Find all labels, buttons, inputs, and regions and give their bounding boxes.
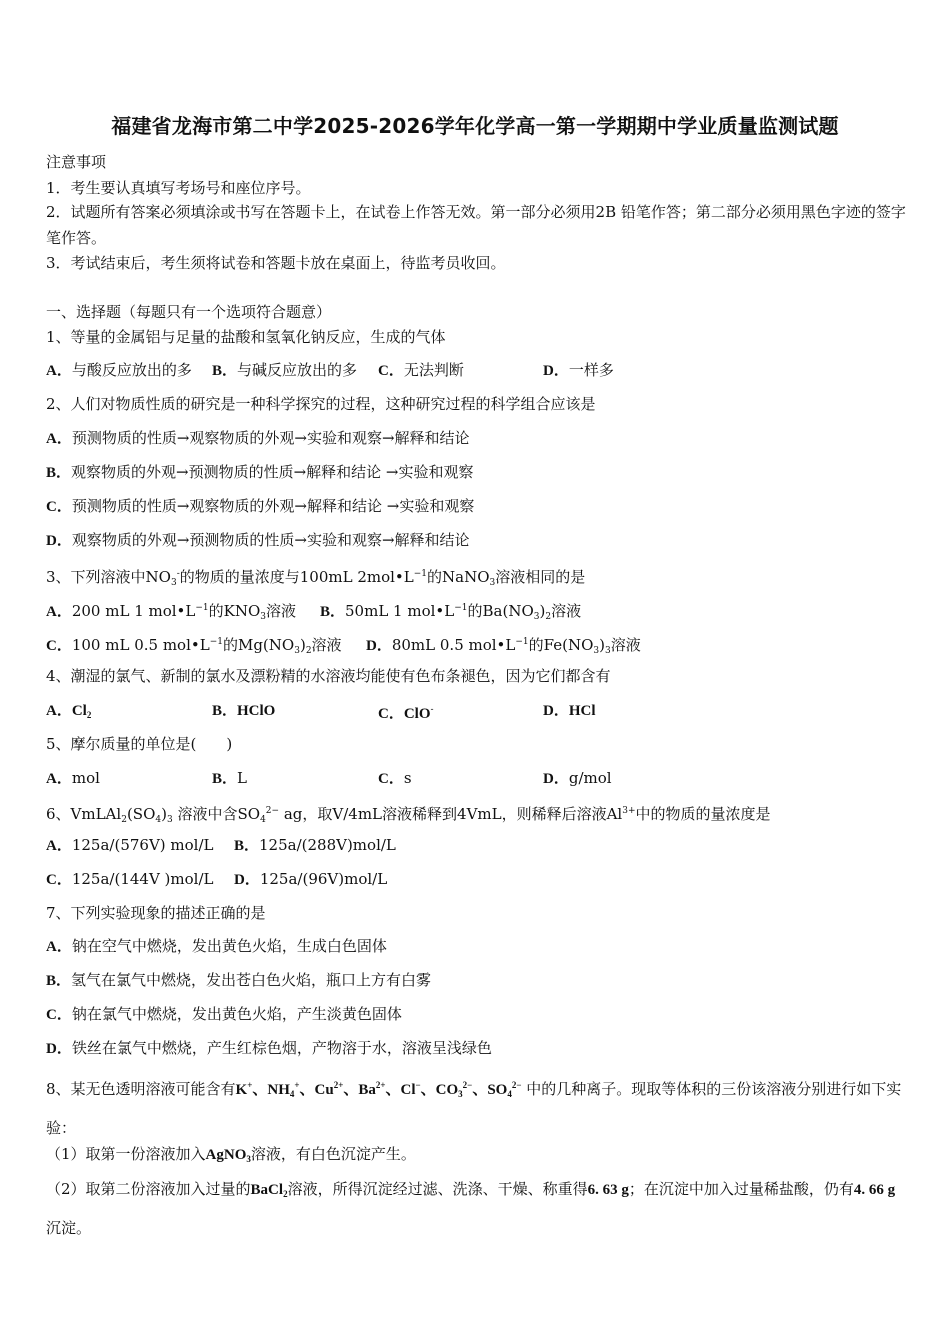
option-label: B． — [320, 604, 346, 620]
question-1-stem: 1、等量的金属铝与足量的盐酸和氢氧化钠反应，生成的气体 — [46, 328, 446, 346]
notice-heading: 注意事项 — [46, 153, 107, 171]
option-text: ClO — [403, 706, 431, 722]
option-label: B． — [212, 703, 238, 719]
stem-text: 溶液相同的是 — [495, 568, 586, 586]
question-2-option-a[interactable] — [46, 428, 470, 449]
question-7-stem: 7、下列实验现象的描述正确的是 — [46, 904, 266, 922]
stem-text: 的NaNO — [427, 568, 490, 586]
question-1-option-a[interactable] — [46, 360, 192, 381]
option-label: C． — [46, 638, 72, 654]
option-label: A． — [46, 703, 72, 719]
question-7-option-a[interactable] — [46, 936, 387, 957]
question-2-option-b[interactable] — [46, 462, 474, 483]
option-text: 与碱反应放出的多 — [237, 361, 358, 379]
step-text: （2）取第二份溶液加入过量的 — [46, 1180, 251, 1198]
option-label: D． — [46, 1041, 72, 1057]
option-label: B． — [46, 973, 72, 989]
question-5-option-c[interactable] — [378, 768, 412, 789]
question-3-option-b[interactable]: B．50mL 1 $mol•L^{-1}$的$Ba(NO_3)_2$溶液 — [320, 602, 582, 622]
step-text: 溶液，有白色沉淀产生。 — [250, 1145, 416, 1163]
question-2-stem: 2、人们对物质性质的研究是一种科学探究的过程，这种研究过程的科学组合应该是 — [46, 395, 596, 413]
mass-value: 4. 66 g — [853, 1182, 896, 1198]
option-label: A． — [46, 838, 72, 854]
notice-item-3: 3．考试结束后，考生须将试卷和答题卡放在桌面上，待监考员收回。 — [46, 254, 506, 272]
question-1-option-d[interactable] — [543, 360, 614, 381]
question-6-option-b[interactable] — [234, 835, 396, 856]
option-text: 无法判断 — [403, 361, 464, 379]
option-text: 溶液 — [311, 636, 342, 654]
option-label: A． — [46, 363, 72, 379]
option-text: 50mL 1 mol•L — [345, 602, 455, 620]
option-text: 100 mL 0.5 mol•L — [71, 636, 210, 654]
question-7-option-c[interactable] — [46, 1004, 402, 1025]
option-text: HCl — [568, 703, 596, 719]
question-8-step-2: （2）取第二份溶液加入过量的BaCl$_2$溶液，所得沉淀经过滤、洗涤、干燥、称重得6. 63 g；在沉淀中加入过量稀盐酸，仍有4. 66 g沉淀。 — [46, 1180, 896, 1237]
question-1-option-b[interactable] — [212, 360, 357, 381]
stem-text: 的物质的量浓度与100mL 2mol•L — [179, 568, 414, 586]
option-text: 的Fe(NO — [528, 636, 594, 654]
option-label: B． — [46, 465, 72, 481]
question-4-option-c[interactable]: C．ClO- — [378, 705, 434, 722]
section-heading: 一、选择题（每题只有一个选项符合题意） — [46, 303, 332, 321]
question-6-option-c[interactable] — [46, 869, 213, 890]
option-label: D． — [543, 703, 569, 719]
option-label: C． — [46, 1007, 72, 1023]
option-text: 125a/(96V)mol/L — [259, 870, 388, 888]
stem-text: ag，取V/4mL溶液稀释到4VmL，则稀释后溶液Al — [283, 805, 623, 823]
option-label: D． — [366, 638, 392, 654]
option-text: 氢气在氯气中燃烧，发出苍白色火焰，瓶口上方有白雾 — [71, 971, 432, 989]
stem-text: (SO — [126, 805, 156, 823]
option-text: 125a/(144V )mol/L — [71, 870, 214, 888]
option-text: 钠在氯气中燃烧，发出黄色火焰，产生淡黄色固体 — [71, 1005, 402, 1023]
option-text: g/mol — [568, 769, 612, 787]
question-7-option-b[interactable] — [46, 970, 431, 991]
question-5-option-d[interactable] — [543, 768, 612, 789]
question-5-option-a[interactable] — [46, 768, 100, 789]
question-5-option-b[interactable] — [212, 768, 247, 789]
option-label: D． — [46, 533, 72, 549]
question-6-stem: 6、$VmLAl_2(SO_4)_3$ 溶液中含$SO_4^{2-}$ ag，取V/4mL溶液稀释到4VmL，则稀释后溶液$Al^{3+}$中的物质的量浓度是 — [46, 805, 771, 825]
option-text: 溶液 — [551, 602, 582, 620]
option-text: 一样多 — [568, 361, 614, 379]
option-text: 的KNO — [208, 602, 261, 620]
option-text: 200 mL 1 mol•L — [71, 602, 196, 620]
mass-value: 6. 63 g — [587, 1182, 629, 1198]
step-text: 溶液，所得沉淀经过滤、洗涤、干燥、称重得 — [287, 1180, 588, 1198]
question-2-option-c[interactable] — [46, 496, 474, 517]
option-label: B． — [212, 771, 238, 787]
option-text: L — [237, 769, 247, 787]
option-text: 与酸反应放出的多 — [71, 361, 192, 379]
question-3-option-c[interactable]: C．100 mL 0.5 $mol•L^{-1}$的$Mg(NO_3)_2$溶液 — [46, 636, 342, 656]
stem-text: 中的几种离子。现取等体积的三份该溶液分别进行如下实验： — [46, 1080, 902, 1137]
option-text: 125a/(576V) mol/L — [71, 836, 214, 854]
stem-text: 3、下列溶液中NO — [46, 568, 171, 586]
question-8-stem: 8、某无色透明溶液可能含有K+、$NH_4^+$、$Cu^{2+}$、$Ba^{2+}$、Cl−、$CO_3^{2-}$、$SO_4^{2-}$ 中的几种离子。现取等体积的三份该溶液分别进行如下实验： — [46, 1080, 902, 1137]
option-text: 观察物质的外观→预测物质的性质→解释和结论 →实验和观察 — [71, 463, 474, 481]
question-4-option-d[interactable] — [543, 700, 596, 721]
option-text: 溶液 — [610, 636, 641, 654]
option-text: s — [403, 769, 412, 787]
option-text: HClO — [237, 703, 276, 719]
notice-item-2: 2．试题所有答案必须填涂或书写在答题卡上，在试卷上作答无效。第一部分必须用2B 铅笔作答；第二部分必须用黑色字迹的签字笔作答。 — [46, 203, 906, 247]
step-text: ；在沉淀中加入过量稀盐酸，仍有 — [628, 1180, 854, 1198]
option-label: D． — [234, 872, 260, 888]
option-label: C． — [46, 872, 72, 888]
page-title: 福建省龙海市第二中学2025-2026学年化学高一第一学期期中学业质量监测试题 — [111, 114, 839, 138]
option-label: B． — [234, 838, 260, 854]
question-8-step-1: （1）取第一份溶液加入AgNO$_3$溶液，有白色沉淀产生。 — [46, 1145, 416, 1164]
option-text: 钠在空气中燃烧，发出黄色火焰，生成白色固体 — [71, 937, 387, 955]
question-1-option-c[interactable] — [378, 360, 464, 381]
option-label: A． — [46, 604, 72, 620]
option-label: C． — [378, 363, 404, 379]
option-label: D． — [543, 363, 569, 379]
option-label: A． — [46, 771, 72, 787]
question-4-option-a[interactable]: A．$Cl_2$ — [46, 703, 92, 720]
option-text: 溶液 — [266, 602, 297, 620]
option-text: 观察物质的外观→预测物质的性质→实验和观察→解释和结论 — [71, 531, 470, 549]
option-text: 的Ba(NO — [467, 602, 534, 620]
option-text: 125a/(288V)mol/L — [259, 836, 396, 854]
option-text: 的Mg(NO — [222, 636, 295, 654]
option-text: 预测物质的性质→观察物质的外观→解释和结论 →实验和观察 — [71, 497, 475, 515]
stem-text: 中的物质的量浓度是 — [635, 805, 771, 823]
stem-text: 6、VmLAl — [46, 805, 122, 823]
option-text: Cl — [71, 703, 87, 719]
notice-item-1: 1．考生要认真填写考场号和座位序号。 — [46, 179, 311, 197]
option-text: 预测物质的性质→观察物质的外观→实验和观察→解释和结论 — [71, 429, 470, 447]
option-label: C． — [378, 771, 404, 787]
option-label: D． — [543, 771, 569, 787]
option-label: B． — [212, 363, 238, 379]
option-text: mol — [71, 769, 100, 787]
option-label: C． — [46, 499, 72, 515]
chem-formula: AgNO — [205, 1147, 247, 1163]
step-text: 沉淀。 — [46, 1219, 92, 1237]
option-label: C． — [378, 706, 404, 722]
question-3-stem: 3、下列溶液中$NO_3^-$的物质的量浓度与100mL $2mol•L^{-1}$的NaNO$_3$溶液相同的是 — [46, 568, 586, 588]
stem-text: 溶液中含SO — [177, 805, 261, 823]
option-text: 80mL 0.5 mol•L — [391, 636, 516, 654]
question-2-option-d[interactable] — [46, 530, 470, 551]
question-6-option-d[interactable] — [234, 869, 387, 890]
question-4-stem: 4、潮湿的氯气、新制的氯水及漂粉精的水溶液均能使有色布条褪色，因为它们都含有 — [46, 667, 611, 685]
question-7-option-d[interactable] — [46, 1038, 492, 1059]
question-6-option-a[interactable] — [46, 835, 213, 856]
chem-formula: BaCl — [250, 1182, 284, 1198]
question-5-stem: 5、摩尔质量的单位是( ) — [46, 735, 233, 753]
question-3-option-a[interactable]: A．200 mL 1 $mol•L^{-1}$的$KNO_3$溶液 — [46, 602, 297, 622]
question-3-option-d[interactable]: D．80mL 0.5 $mol•L^{-1}$的$Fe(NO_3)_3$溶液 — [366, 636, 641, 656]
stem-text: 8、某无色透明溶液可能含有 — [46, 1080, 236, 1098]
step-text: （1）取第一份溶液加入 — [46, 1145, 206, 1163]
option-text: 铁丝在氯气中燃烧，产生红棕色烟，产物溶于水，溶液呈浅绿色 — [71, 1039, 492, 1057]
question-4-option-b[interactable] — [212, 700, 275, 721]
option-label: A． — [46, 939, 72, 955]
option-label: A． — [46, 431, 72, 447]
